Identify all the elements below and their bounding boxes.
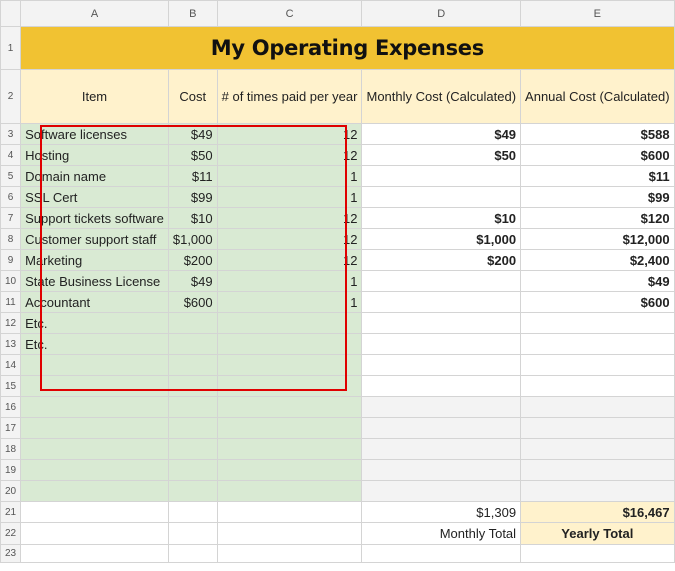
cell[interactable] (217, 502, 362, 523)
item-cell[interactable]: SSL Cert (21, 187, 169, 208)
table-row (1, 208, 675, 229)
monthly-total-value[interactable]: $1,309 (362, 502, 521, 523)
item-cell[interactable] (21, 418, 169, 439)
item-cell[interactable]: Hosting (21, 145, 169, 166)
header-row (1, 70, 675, 124)
cost-cell[interactable] (168, 397, 217, 418)
item-cell[interactable] (21, 439, 169, 460)
item-cell[interactable] (21, 376, 169, 397)
times-cell[interactable] (217, 376, 362, 397)
table-row (1, 460, 675, 481)
cost-cell[interactable]: $200 (168, 250, 217, 271)
title-row (1, 27, 675, 70)
column-header-row (1, 1, 675, 27)
annual-cost-cell[interactable] (521, 439, 675, 460)
item-cell[interactable]: Accountant (21, 292, 169, 313)
monthly-cost-cell[interactable] (362, 397, 521, 418)
times-cell[interactable] (217, 355, 362, 376)
table-row (1, 124, 675, 145)
annual-cost-cell[interactable] (521, 334, 675, 355)
monthly-cost-cell[interactable]: $10 (362, 208, 521, 229)
item-cell[interactable]: Etc. (21, 313, 169, 334)
item-cell[interactable]: Support tickets software (21, 208, 169, 229)
table-row (1, 334, 675, 355)
table-row (1, 187, 675, 208)
cost-cell[interactable] (168, 313, 217, 334)
annual-cost-cell[interactable] (521, 397, 675, 418)
row-header[interactable]: 21 (1, 502, 21, 523)
times-cell[interactable]: 12 (217, 250, 362, 271)
times-cell[interactable]: 12 (217, 229, 362, 250)
monthly-cost-cell[interactable] (362, 376, 521, 397)
monthly-cost-cell[interactable] (362, 187, 521, 208)
column-header-e[interactable]: E (521, 1, 675, 27)
cost-cell[interactable]: $49 (168, 124, 217, 145)
row-header[interactable]: 18 (1, 439, 21, 460)
annual-cost-cell[interactable]: $120 (521, 208, 675, 229)
item-cell[interactable]: State Business License (21, 271, 169, 292)
item-cell[interactable] (21, 460, 169, 481)
row-header[interactable]: 6 (1, 187, 21, 208)
annual-cost-cell[interactable]: $12,000 (521, 229, 675, 250)
header-annual-cost[interactable]: Annual Cost (Calculated) (521, 70, 675, 124)
item-cell[interactable] (21, 397, 169, 418)
cell[interactable] (168, 523, 217, 545)
row-header[interactable]: 9 (1, 250, 21, 271)
table-row (1, 229, 675, 250)
totals-label-row (1, 523, 675, 545)
cell[interactable] (521, 545, 675, 563)
table-row (1, 292, 675, 313)
header-monthly-cost[interactable]: Monthly Cost (Calculated) (362, 70, 521, 124)
row-header[interactable]: 12 (1, 313, 21, 334)
times-cell[interactable]: 1 (217, 166, 362, 187)
cost-cell[interactable] (168, 439, 217, 460)
cost-cell[interactable] (168, 376, 217, 397)
table-row (1, 166, 675, 187)
cell[interactable] (217, 523, 362, 545)
column-header-c[interactable]: C (217, 1, 362, 27)
times-cell[interactable]: 12 (217, 208, 362, 229)
times-cell[interactable] (217, 439, 362, 460)
annual-cost-cell[interactable]: $600 (521, 145, 675, 166)
yearly-total-label[interactable]: Yearly Total (521, 523, 675, 545)
cell[interactable] (168, 502, 217, 523)
monthly-cost-cell[interactable] (362, 313, 521, 334)
column-header-b[interactable]: B (168, 1, 217, 27)
row-header[interactable]: 14 (1, 355, 21, 376)
times-cell[interactable]: 1 (217, 292, 362, 313)
row-header[interactable]: 22 (1, 523, 21, 545)
row-header[interactable]: 15 (1, 376, 21, 397)
times-cell[interactable]: 12 (217, 124, 362, 145)
monthly-cost-cell[interactable] (362, 292, 521, 313)
header-item[interactable]: Item (21, 70, 169, 124)
cost-cell[interactable]: $1,000 (168, 229, 217, 250)
row-header[interactable]: 23 (1, 545, 21, 563)
monthly-cost-cell[interactable] (362, 439, 521, 460)
item-cell[interactable]: Domain name (21, 166, 169, 187)
annual-cost-cell[interactable]: $49 (521, 271, 675, 292)
cell[interactable] (21, 523, 169, 545)
table-row (1, 250, 675, 271)
monthly-cost-cell[interactable] (362, 460, 521, 481)
row-header[interactable]: 19 (1, 460, 21, 481)
times-cell[interactable] (217, 313, 362, 334)
row-header[interactable]: 4 (1, 145, 21, 166)
item-cell[interactable]: Software licenses (21, 124, 169, 145)
column-header-d[interactable]: D (362, 1, 521, 27)
times-cell[interactable] (217, 460, 362, 481)
item-cell[interactable]: Customer support staff (21, 229, 169, 250)
cell[interactable] (168, 545, 217, 563)
cost-cell[interactable]: $50 (168, 145, 217, 166)
table-row (1, 418, 675, 439)
cost-cell[interactable] (168, 460, 217, 481)
cost-cell[interactable] (168, 334, 217, 355)
annual-cost-cell[interactable] (521, 313, 675, 334)
totals-row (1, 502, 675, 523)
sheet-title[interactable]: My Operating Expenses (21, 27, 674, 70)
item-cell[interactable]: Marketing (21, 250, 169, 271)
monthly-cost-cell[interactable] (362, 166, 521, 187)
annual-cost-cell[interactable] (521, 481, 675, 502)
cost-cell[interactable]: $49 (168, 271, 217, 292)
times-cell[interactable] (217, 397, 362, 418)
column-header-a[interactable]: A (21, 1, 169, 27)
table-row (1, 313, 675, 334)
monthly-cost-cell[interactable]: $50 (362, 145, 521, 166)
table-row (1, 376, 675, 397)
select-all-corner[interactable] (1, 1, 21, 27)
row-header[interactable]: 20 (1, 481, 21, 502)
cost-cell[interactable] (168, 418, 217, 439)
table-row (1, 355, 675, 376)
row-header[interactable]: 2 (1, 70, 21, 124)
cost-cell[interactable]: $600 (168, 292, 217, 313)
cell[interactable] (21, 502, 169, 523)
item-cell[interactable]: Etc. (21, 334, 169, 355)
item-cell[interactable] (21, 355, 169, 376)
annual-cost-cell[interactable]: $588 (521, 124, 675, 145)
cell[interactable] (21, 545, 169, 563)
row-header[interactable]: 16 (1, 397, 21, 418)
times-cell[interactable] (217, 418, 362, 439)
cell[interactable] (362, 545, 521, 563)
annual-cost-cell[interactable]: $2,400 (521, 250, 675, 271)
table-row (1, 271, 675, 292)
table-row (1, 397, 675, 418)
annual-cost-cell[interactable] (521, 376, 675, 397)
monthly-cost-cell[interactable] (362, 481, 521, 502)
row-header[interactable]: 7 (1, 208, 21, 229)
cost-cell[interactable] (168, 481, 217, 502)
table-row (1, 145, 675, 166)
row-header[interactable]: 10 (1, 271, 21, 292)
times-cell[interactable]: 1 (217, 187, 362, 208)
header-cost[interactable]: Cost (168, 70, 217, 124)
row-header[interactable]: 3 (1, 124, 21, 145)
row-header[interactable]: 17 (1, 418, 21, 439)
header-times-per-year[interactable]: # of times paid per year (217, 70, 362, 124)
times-cell[interactable]: 1 (217, 271, 362, 292)
item-cell[interactable] (21, 481, 169, 502)
times-cell[interactable] (217, 334, 362, 355)
row-header[interactable]: 5 (1, 166, 21, 187)
annual-cost-cell[interactable] (521, 355, 675, 376)
row-header[interactable]: 8 (1, 229, 21, 250)
table-row (1, 481, 675, 502)
cost-cell[interactable]: $11 (168, 166, 217, 187)
row-header[interactable]: 13 (1, 334, 21, 355)
times-cell[interactable] (217, 481, 362, 502)
empty-row (1, 545, 675, 563)
row-header[interactable]: 11 (1, 292, 21, 313)
cost-cell[interactable] (168, 355, 217, 376)
cell[interactable] (217, 545, 362, 563)
monthly-cost-cell[interactable]: $200 (362, 250, 521, 271)
annual-cost-cell[interactable]: $11 (521, 166, 675, 187)
annual-cost-cell[interactable]: $600 (521, 292, 675, 313)
cost-cell[interactable]: $10 (168, 208, 217, 229)
monthly-cost-cell[interactable]: $1,000 (362, 229, 521, 250)
table-row (1, 439, 675, 460)
annual-cost-cell[interactable] (521, 460, 675, 481)
annual-cost-cell[interactable] (521, 418, 675, 439)
monthly-cost-cell[interactable] (362, 334, 521, 355)
times-cell[interactable]: 12 (217, 145, 362, 166)
monthly-cost-cell[interactable] (362, 355, 521, 376)
monthly-total-label[interactable]: Monthly Total (362, 523, 521, 545)
cost-cell[interactable]: $99 (168, 187, 217, 208)
monthly-cost-cell[interactable]: $49 (362, 124, 521, 145)
row-header[interactable]: 1 (1, 27, 21, 70)
monthly-cost-cell[interactable] (362, 271, 521, 292)
monthly-cost-cell[interactable] (362, 418, 521, 439)
annual-cost-cell[interactable]: $99 (521, 187, 675, 208)
yearly-total-value[interactable]: $16,467 (521, 502, 675, 523)
